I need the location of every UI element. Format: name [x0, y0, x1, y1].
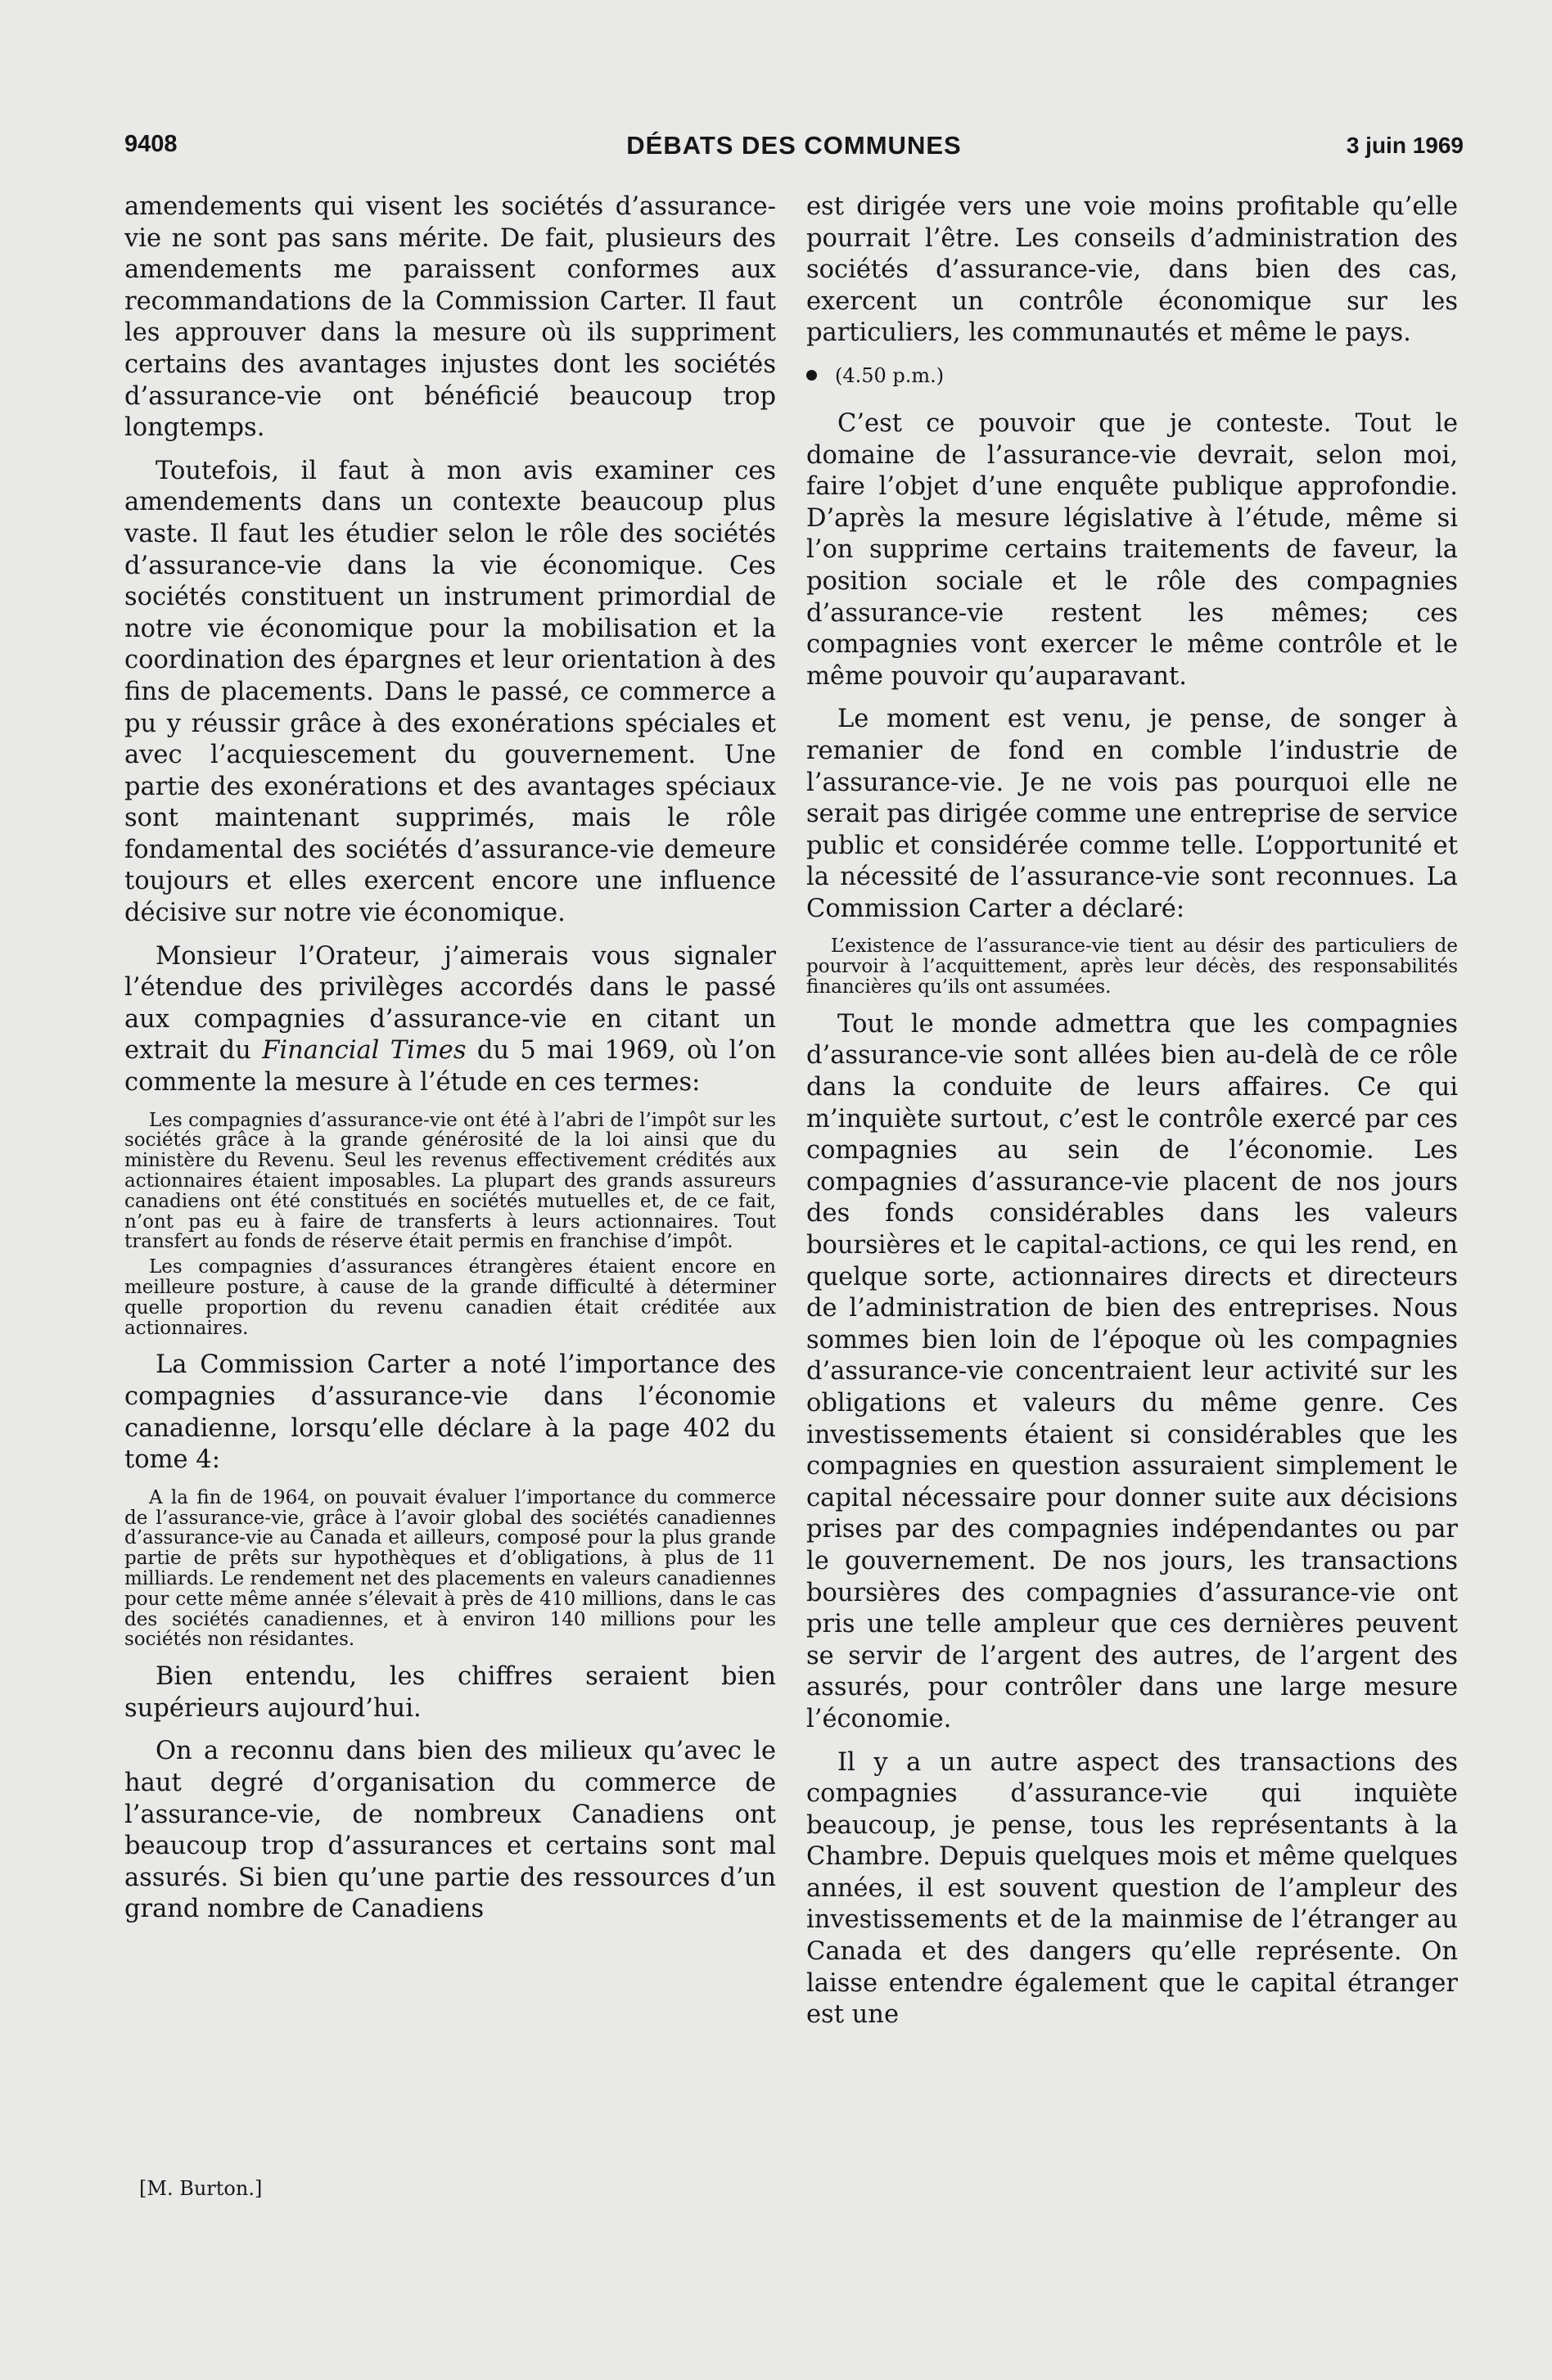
block-quote: A la fin de 1964, on pouvait évaluer l’importance du commerce de l’assurance-vie, grâce à l’avoir global des sociétés canadiennes d’assurance-vie au Canada et ailleurs, composé pour la plus grande partie de prêts sur hypothèques et d’obligations, à plus de 11 milliards. Le rendement net des placements en valeurs canadiennes pour cette même année s’élevait à près de 410 millions, dans le cas des sociétés canadiennes, et à environ 140 millions pour les sociétés non résidantes. — [124, 1486, 776, 1651]
paragraph-with-citation — [124, 941, 776, 1099]
publication-title: DÉBATS DES COMMUNES — [626, 131, 962, 160]
right-column — [806, 192, 1458, 2043]
paragraph: amendements qui visent les sociétés d’assurance-vie ne sont pas sans mérite. De fait, plusieurs des amendements me paraissent conformes aux recommandations de la Commission Carter. Il faut les approuver dans la mesure où ils suppriment certains des avantages injustes dont les sociétés d’assurance-vie ont bénéficié beaucoup trop longtemps. — [124, 192, 776, 443]
block-quote: L’existence de l’assurance-vie tient au désir des particuliers de pourvoir à l’acquittement, après leur décès, des responsabilités financières qu’ils ont assumées. — [806, 935, 1458, 998]
paragraph: C’est ce pouvoir que je conteste. Tout le domaine de l’assurance-vie devrait, selon moi, faire l’objet d’une enquête publique approfondie. D’après la mesure législative à l’étude, même si l’on supprime certains traitements de faveur, la position sociale et le rôle des compagnies d’assurance-vie restent les mêmes; ces compagnies vont exercer le même contrôle et le même pouvoir qu’auparavant. — [806, 408, 1458, 691]
publication-date: 3 juin 1969 — [1346, 133, 1464, 158]
bullet-icon — [806, 370, 817, 381]
paragraph: On a reconnu dans bien des milieux qu’avec le haut degré d’organisation du commerce de l’assurance-vie, de nombreux Canadiens ont beaucoup trop d’assurances et certains sont mal assurés. Si bien qu’une partie des ressources d’un grand nombre de Canadiens — [124, 1737, 776, 1924]
paragraph: est dirigée vers une voie moins profitable qu’elle pourrait l’être. Les conseils d’administration des sociétés d’assurance-vie, dans bien des cas, exercent un contrôle économique sur les particuliers, les communautés et même le pays. — [806, 192, 1458, 348]
block-quote: Les compagnies d’assurances étrangères étaient encore en meilleure posture, à cause de la grande difficulté à déterminer quelle proportion du revenu canadien était créditée aux actionnaires. — [124, 1256, 776, 1339]
paragraph: Toutefois, il faut à mon avis examiner ces amendements dans un contexte beaucoup plus vaste. Il faut les étudier selon le rôle des sociétés d’assurance-vie dans la vie économique. Ces sociétés constituent un instrument primordial de notre vie économique pour la mobilisation et la coordination des épargnes et leur orientation à des fins de placements. Dans le passé, ce commerce a pu y réussir grâce à des exonérations spéciales et avec l’acquiescement du gouvernement. Une partie des exonérations et des avantages spéciaux sont maintenant supprimés, mais le rôle fondamental des sociétés d’assurance-vie demeure toujours et elles exercent encore une influence décisive sur notre vie économique. — [124, 456, 776, 928]
timestamp-text: (4.50 p.m.) — [835, 363, 945, 387]
paragraph: La Commission Carter a noté l’importance des compagnies d’assurance-vie dans l’économie canadienne, lorsqu’elle déclare à la page 402 du tome 4: — [124, 1350, 776, 1475]
page-header — [124, 131, 1464, 172]
timestamp — [806, 361, 1458, 390]
paragraph: Bien entendu, les chiffres seraient bien supérieurs aujourd’hui. — [124, 1662, 776, 1723]
speaker-attribution: [M. Burton.] — [139, 2177, 263, 2200]
paragraph: Tout le monde admettra que les compagnies d’assurance-vie sont allées bien au-delà de ce rôle dans la conduite de leurs affaires. Ce qui m’inquiète surtout, c’est le contrôle exercé par ces compagnies au sein de l’économie. Les compagnies d’assurance-vie placent de nos jours des fonds considérables dans les valeurs boursières et le capital-actions, ce qui les rend, en quelque sorte, actionnaires directs et directeurs de l’administration de bien des entreprises. Nous sommes bien loin de l’époque où les compagnies d’assurance-vie concentraient leur activité sur les obligations et valeurs du même genre. Ces investissements étaient si considérables que les compagnies en question assuraient simplement le capital nécessaire pour donner suite aux décisions prises par des compagnies indépendantes ou par le gouvernement. De nos jours, les transactions boursières des compagnies d’assurance-vie ont pris une telle ampleur que ces dernières peuvent se servir de l’argent des autres, de l’argent des assurés, pour contrôler dans une large mesure l’économie. — [806, 1009, 1458, 1733]
block-quote: Les compagnies d’assurance-vie ont été à l’abri de l’impôt sur les sociétés grâce à la grande générosité de la loi ainsi que du ministère du Revenu. Seul les revenus effectivement crédités aux actionnaires étaient imposables. La plupart des grands assureurs canadiens ont été constitués en sociétés mutuelles et, de ce fait, n’ont pas eu à faire de transferts à leurs actionnaires. Tout transfert au fonds de réserve était permis en franchise d’impôt. — [124, 1109, 776, 1253]
paragraph-text: du 5 mai 1969, où l’on commente la mesure à l’étude en ces termes: — [124, 1036, 776, 1098]
publication-name: Financial Times — [262, 1036, 467, 1066]
paragraph-text: Monsieur l’Orateur, j’aimerais vous signaler l’étendue des privilèges accordés dans le passé aux compagnies d’assurance-vie en citant un extrait du — [124, 941, 776, 1066]
paragraph: Il y a un autre aspect des transactions des compagnies d’assurance-vie qui inquiète beaucoup, je pense, tous les représentants à la Chambre. Depuis quelques mois et même quelques années, il est souvent question de l’ampleur des investissements et de la mainmise de l’étranger au Canada et des dangers qu’elle représente. On laisse entendre également que le capital étranger est une — [806, 1747, 1458, 2030]
left-column — [124, 192, 776, 1937]
page-number: 9408 — [124, 131, 178, 157]
paragraph: Le moment est venu, je pense, de songer à remanier de fond en comble l’industrie de l’assurance-vie. Je ne vois pas pourquoi elle ne serait pas dirigée comme une entreprise de service public et considérée comme telle. L’opportunité et la nécessité de l’assurance-vie sont reconnues. La Commission Carter a déclaré: — [806, 705, 1458, 923]
